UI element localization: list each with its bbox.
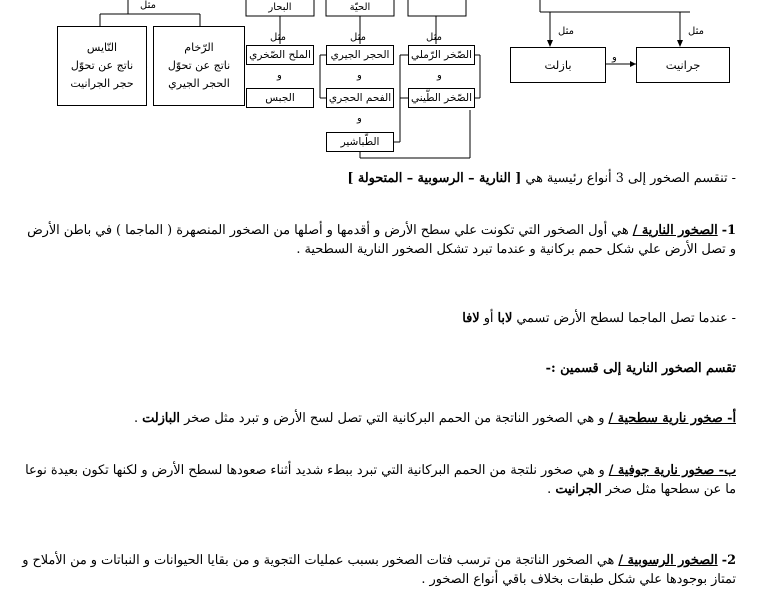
igneous-definition: هي أول الصخور التي تكونت علي سطح الأرض و أقدمها و أصلها من الصخور المنصهرة ( الماجما ) في باطن الأرض و تصل الأرض علي شكل حمم بركانية و عندما تبرد تشكل الصخور النارية السطحية .: [27, 223, 736, 257]
deep-igneous-paragraph: ب- صخور نارية جوفية / و هي صخور نلتجة من الحمم البركانية التي تبرد ببطء شديد أثناء صعودها لسطح الأرض و لكنها تكون بعيدة نوعا ما عن سطحها مثل صخر الجرانيت .: [25, 463, 736, 497]
chalk-box: الطّباشير: [326, 132, 394, 152]
lava-term: لابا: [497, 311, 513, 326]
basalt-box: بازلت: [510, 47, 606, 83]
clastic-example-label: مثل: [426, 32, 442, 43]
seas-and-label: و: [277, 70, 282, 81]
marble-desc-1: ناتج عن تحوّل: [167, 59, 231, 72]
surface-title: أ- صخور نارية سطحية /: [608, 411, 736, 426]
gneiss-box: [57, 26, 147, 106]
lava-or: أو: [483, 311, 494, 326]
igneous-title: الصخور النارية /: [632, 223, 718, 238]
gypsum-box: الجبس: [246, 88, 314, 108]
surface-example: البازلت: [142, 411, 180, 426]
sandstone-box: الصّخر الرّملي: [408, 45, 475, 65]
intro-text: - تنقسم الصخور إلى 3 أنواع رئيسية هي: [525, 171, 736, 186]
rock-salt-box: الملح الصّخري: [246, 45, 314, 65]
surface-definition: و هي الصخور الناتجة من الحمم البركانية التي تصل لسح الأرض و تبرد مثل صخر: [184, 411, 605, 426]
igneous-paragraph: [21, 221, 736, 259]
sedimentary-definition: هي الصخور الناتجة من ترسب فتات الصخور بسبب عمليات التجوية و من بقايا الحيوانات و النباتات و من الأملاح و تمتاز بوجودها علي شكل طبقات بخلاف باقي أنواع الصخور .: [22, 553, 736, 587]
seas-example-label: مثل: [270, 32, 286, 43]
basalt-example-label: مثل: [558, 26, 574, 37]
header-seas: البحار: [268, 2, 292, 13]
intro-types: [ النارية – الرسوبية – المتحولة ]: [347, 171, 522, 186]
sedimentary-number: 2-: [721, 553, 736, 568]
header-living: الحيّة: [349, 2, 371, 13]
gneiss-desc-2: حجر الجرانيت: [70, 77, 134, 90]
living-and-label-2: و: [357, 113, 362, 124]
sedimentary-paragraph: [21, 551, 736, 589]
limestone-box: الحجر الجيري: [326, 45, 394, 65]
right-and-label: و: [612, 52, 617, 63]
gneiss-name: النّايس: [86, 41, 118, 54]
deep-definition: و هي صخور نلتجة من الحمم البركانية التي تبرد ببطء شديد أثناء صعودها لسطح الأرض و لكنها تكون بعيدة نوعا ما عن سطحها مثل صخر: [25, 463, 736, 497]
lava-line: [21, 311, 736, 327]
granite-example-label: مثل: [688, 26, 704, 37]
marble-desc-2: الحجر الجيري: [168, 77, 230, 90]
sedimentary-title: الصخور الرسوبية /: [618, 553, 718, 568]
clastic-and-label: و: [437, 70, 442, 81]
marble-name: الرّخام: [184, 41, 214, 54]
marble-box: [153, 26, 245, 106]
deep-title: ب- صخور نارية جوفية /: [608, 463, 736, 478]
left-example-label: مثل: [140, 0, 156, 11]
igneous-number: 1-: [721, 223, 736, 238]
lafa-term: لافا: [462, 311, 480, 326]
intro-line: [21, 171, 736, 187]
coal-box: الفحم الحجري: [326, 88, 394, 108]
lava-text: - عندما تصل الماجما لسطح الأرض تسمي: [516, 311, 736, 326]
deep-example: الجرانيت: [555, 482, 602, 497]
surface-igneous-paragraph: أ- صخور نارية سطحية / و هي الصخور الناتجة من الحمم البركانية التي تصل لسح الأرض و تبرد مثل صخر البازلت .: [133, 411, 736, 426]
granite-box: جرانيت: [636, 47, 730, 83]
living-and-label-1: و: [357, 70, 362, 81]
igneous-divide-heading: تقسم الصخور النارية إلى قسمين :-: [545, 361, 736, 376]
shale-box: الصّخر الطّيني: [408, 88, 475, 108]
rock-types-diagram: [0, 0, 778, 165]
living-example-label: مثل: [350, 32, 366, 43]
gneiss-desc-1: ناتج عن تحوّل: [70, 59, 134, 72]
